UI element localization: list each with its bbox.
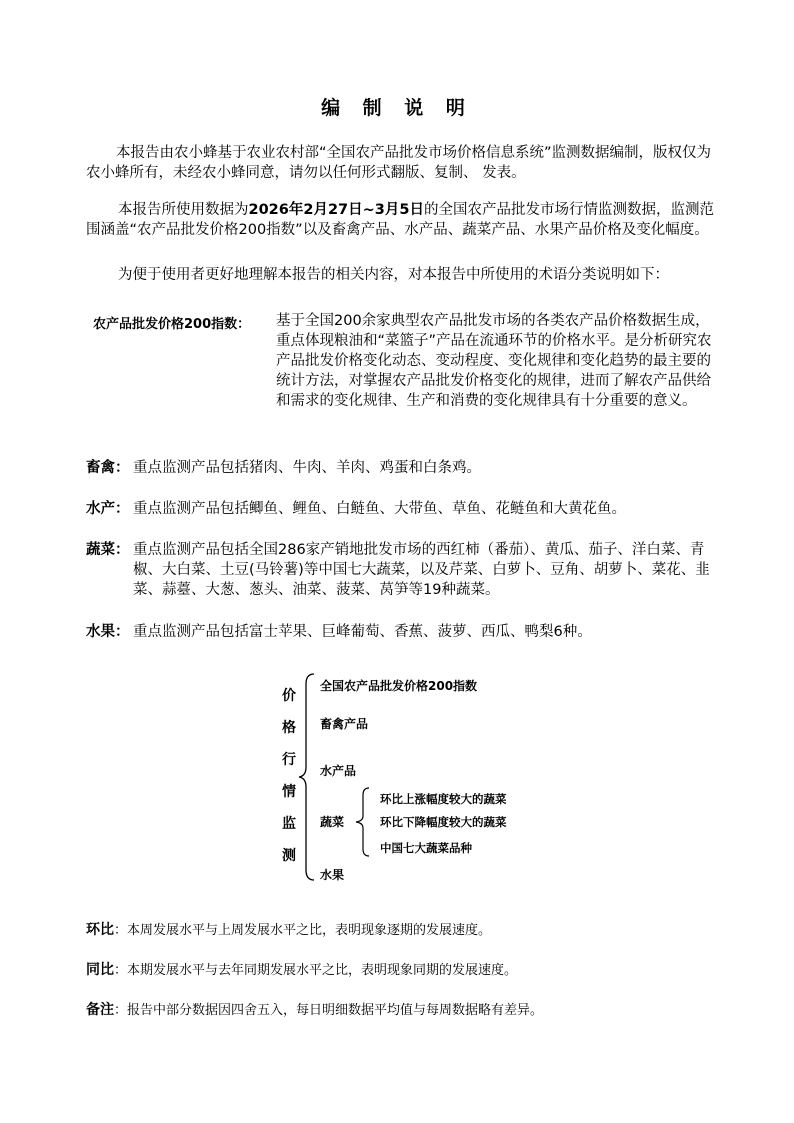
footnote-label: 同比 [86, 962, 114, 978]
tree-root-char: 价 [282, 688, 296, 704]
term-body: 重点监测产品包括猪肉、牛肉、羊肉、鸡蛋和白条鸡。 [133, 460, 481, 476]
tree-veg-child-rise: 环比上涨幅度较大的蔬菜 [380, 792, 507, 806]
tree-node-vegetable: 蔬菜 [320, 815, 345, 829]
tree-root-char: 格 [282, 720, 296, 736]
intro-paragraph-terms: 为便于使用者更好地理解本报告的相关内容，对本报告中所使用的术语分类说明如下： [118, 267, 669, 283]
tree-node-fruit: 水果 [320, 868, 345, 882]
tree-root-char: 监 [282, 816, 296, 832]
definition-label: 农产品批发价格200指数： [93, 317, 251, 332]
term-body: 重点监测产品包括富士苹果、巨峰葡萄、香蕉、菠萝、西瓜、鸭梨6种。 [133, 624, 592, 640]
footnote-mom [86, 920, 726, 941]
footnote-body: ：本周发展水平与上周发展水平之比，表明现象逐期的发展速度。 [114, 923, 492, 938]
data-scope-prefix: 本报告所使用数据为 [118, 202, 249, 218]
term-label: 蔬菜： [86, 542, 130, 558]
tree-root-char: 测 [282, 848, 296, 864]
tree-node-aquatic: 水产品 [320, 764, 357, 778]
tree-root-char: 情 [282, 784, 296, 800]
footnote-label: 备注 [86, 1002, 114, 1018]
tree-node-index: 全国农产品批发价格200指数 [320, 679, 478, 693]
tree-root-char: 行 [282, 752, 296, 768]
tree-vegetable-brace [352, 786, 372, 858]
footnote-note [86, 1000, 726, 1021]
tree-main-brace [296, 672, 318, 882]
term-label: 水果： [86, 624, 130, 640]
footnote-body: ：本期发展水平与去年同期发展水平之比，表明现象同期的发展速度。 [114, 963, 518, 978]
term-label: 水产： [86, 501, 130, 517]
definition-body: 基于全国200余家典型农产品批发市场的各类农产品价格数据生成，重点体现粮油和“菜篮子”产品在流通环节的价格水平。是分析研究农产品批发价格变化动态、变动程度、变化规律和变化趋势的最主要的统计方法，对掌握农产品批发价格变化的规律，进而了解农产品供给和需求的变化规律、生产和消费的变化规律具有十分重要的意义。 [276, 313, 712, 409]
footnote-body: ：报告中部分数据因四舍五入，每日明细数据平均值与每周数据略有差异。 [114, 1003, 544, 1018]
tree-node-livestock: 畜禽产品 [320, 717, 369, 731]
data-scope-suffix: 的全国农产品批发市场行情监测数据，监测范围涵盖“农产品批发价格200指数”以及畜禽产品、水产品、蔬菜产品、水果产品价格及变化幅度。 [86, 202, 714, 238]
footnote-yoy [86, 960, 726, 981]
intro-paragraph-copyright: 本报告由农小蜂基于农业农村部“全国农产品批发市场价格信息系统”监测数据编制，版权仅为农小蜂所有，未经农小蜂同意，请勿以任何形式翻版、复制、 发表。 [86, 145, 712, 181]
term-body: 重点监测产品包括鲫鱼、鲤鱼、白鲢鱼、大带鱼、草鱼、花鲢鱼和大黄花鱼。 [133, 501, 626, 517]
tree-veg-child-fall: 环比下降幅度较大的蔬菜 [380, 815, 507, 829]
term-label: 畜禽： [86, 460, 130, 476]
page-title: 编 制 说 明 [321, 97, 473, 119]
intro-paragraph-data-scope [86, 200, 714, 240]
term-body: 重点监测产品包括全国286家产销地批发市场的西红柿（番茄）、黄瓜、茄子、洋白菜、青椒、大白菜、土豆(马铃薯)等中国七大蔬菜，以及芹菜、白萝卜、豆角、胡萝卜、菜花、韭菜、蒜薹、大葱、葱头、油菜、菠菜、莴笋等19种蔬菜。 [133, 542, 710, 598]
footnote-label: 环比 [86, 922, 114, 938]
tree-veg-child-seven: 中国七大蔬菜品种 [380, 841, 472, 855]
data-date-range: 2026年2月27日~3月5日 [248, 202, 424, 218]
